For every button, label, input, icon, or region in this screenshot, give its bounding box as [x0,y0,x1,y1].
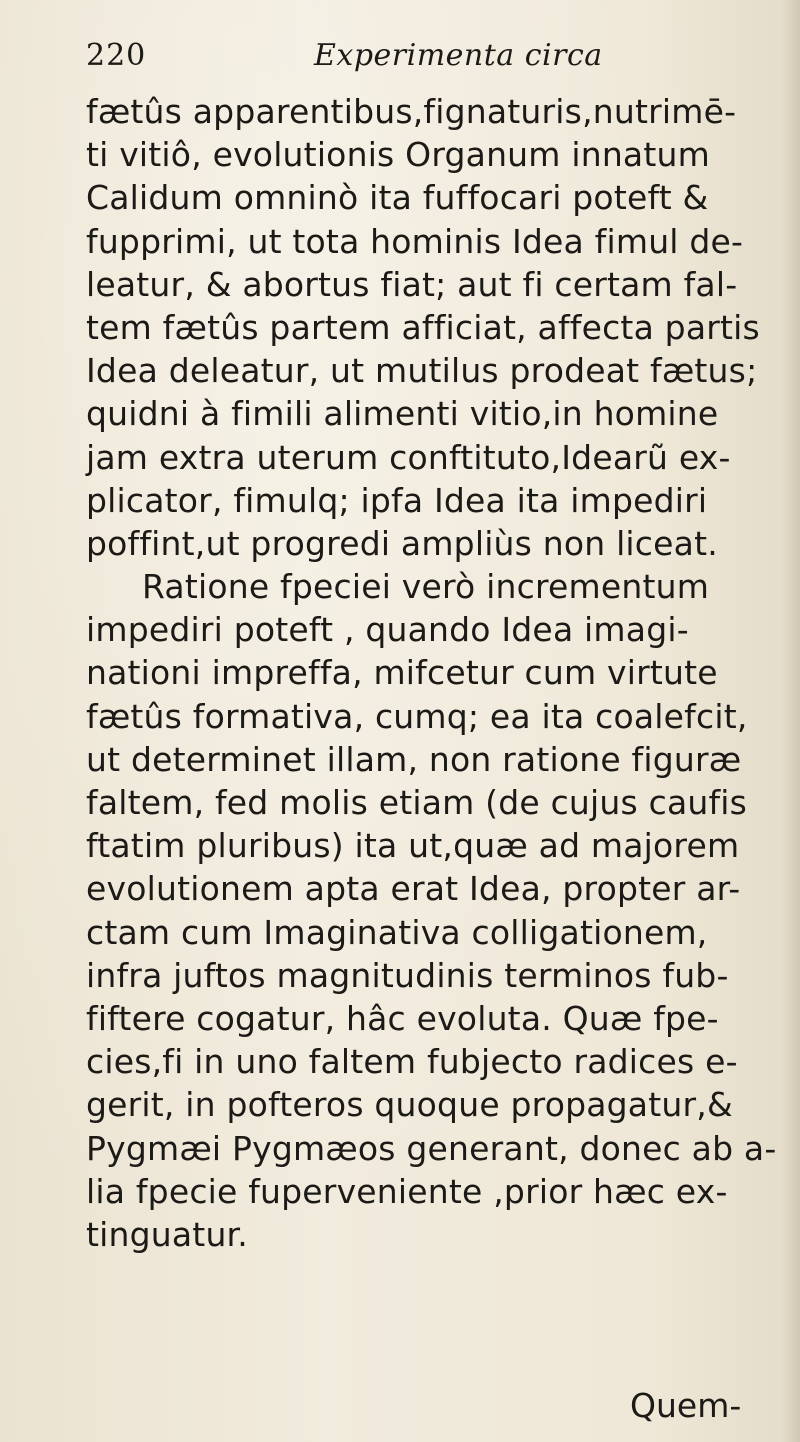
running-head: Experimenta circa [314,38,603,73]
text-line: tinguatur. [86,1214,248,1254]
text-line: fiftere cogatur, hâc evoluta. Quæ fpe- [86,998,719,1038]
text-line: impediri poteft , quando Idea imagi- [86,610,689,650]
page-edge-shadow [782,0,800,1442]
text-line: ut determinet illam, non ratione figuræ [86,739,742,779]
text-line: fætûs apparentibus,fignaturis,nutrimē- [86,92,737,131]
text-line: poffint,ut progredi ampliùs non liceat. [86,523,718,563]
page-header [86,38,726,82]
text-line: nationi impreffa, mifcetur cum virtute [86,653,718,693]
text-line: quidni à fimili alimenti vitio,in homine [86,394,719,434]
page-number: 220 [86,38,147,73]
text-line: ti vitiô, evolutionis Organum innatum [86,135,710,175]
text-line: Idea deleatur, ut mutilus prodeat fætus; [86,351,758,391]
text-line: lia fpecie fuperveniente ,prior hæc ex- [86,1171,728,1211]
text-line: infra juftos magnitudinis terminos fub- [86,955,729,995]
text-line: cies,fi in uno faltem fubjecto radices e- [86,1042,738,1082]
text-line: ctam cum Imaginativa colligationem, [86,912,708,952]
text-line: tem fætûs partem afficiat, affecta partis [86,307,760,347]
body-text [86,90,776,1256]
text-line: evolutionem apta erat Idea, propter ar- [86,869,741,909]
catchword: Quem- [630,1386,742,1425]
text-line: jam extra uterum conftituto,Idearũ ex- [86,437,731,477]
paragraph-start-line: Ratione fpeciei verò incrementum [142,567,710,607]
text-line: Calidum omninò ita fuffocari poteft & [86,178,709,218]
text-line: Pygmæi Pygmæos generant, donec ab a- [86,1128,777,1168]
text-line: leatur, & abortus fiat; aut fi certam fal- [86,264,738,304]
text-line: faltem, fed molis etiam (de cujus caufis [86,783,748,822]
text-line: ftatim pluribus) ita ut,quæ ad majorem [86,826,740,866]
text-line: gerit, in pofteros quoque propagatur,& [86,1085,733,1125]
text-line: fupprimi, ut tota hominis Idea fimul de- [86,221,744,261]
text-line: plicator, fimulq; ipfa Idea ita impediri [86,480,708,520]
text-line: fætûs formativa, cumq; ea ita coalefcit, [86,696,748,736]
